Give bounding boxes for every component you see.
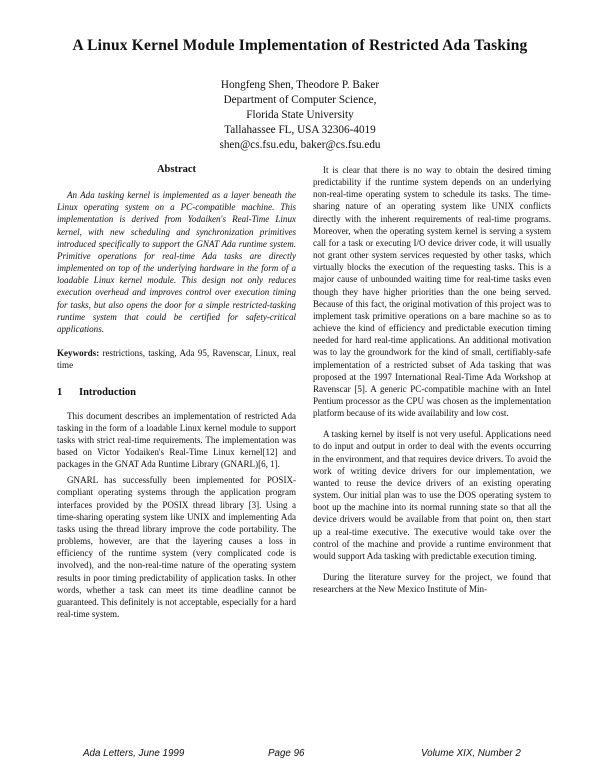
intro-paragraph: GNARL has successfully been implemented for POSIX-compliant operating systems through the application program interfaces provided by the POSIX thread library [3]. Using a time-sharing operating system like UNIX and implementing Ada tasks using the thread library improve the code portability. The problems, however, are that the layering causes a loss in efficiency of the runtime system (very complicated code is involved), and the non-real-time nature of the operating system results in poor timing predictability of application tasks. In other words, whether a task can meet its time deadline cannot be guaranteed. This definitely is not acceptable, especially for a hard real-time system. xyxy=(57,475,296,619)
author-emails: shen@cs.fsu.edu, baker@cs.fsu.edu xyxy=(219,139,381,151)
body-paragraph: A tasking kernel by itself is not very useful. Applications need to do input and output in order to deal with the events occurring in the environment, and that requires device drivers. To avoid the work of writing device drivers for our implementation, we wanted to reuse the device drivers of an existing operating system. Our initial plan was to use the DOS operating system to boot up the machine into its normal running state so that all the device drivers would be available from that point on, then start up a real-time executive. The executive would take over the control of the machine and provide a runtime environment that would support Ada tasking with predictable execution timing. xyxy=(313,429,551,561)
author-address: Tallahassee FL, USA 32306-4019 xyxy=(224,124,376,136)
footer-page-number: Page 96 xyxy=(268,748,305,759)
left-column xyxy=(57,164,296,624)
author-university: Florida State University xyxy=(246,109,354,121)
author-department: Department of Computer Science, xyxy=(223,94,377,106)
footer-journal: Ada Letters, June 1999 xyxy=(83,748,185,759)
abstract-heading: Abstract xyxy=(156,164,197,175)
keywords-text: restrictions, tasking, Ada 95, Ravenscar, Linux, real time xyxy=(57,348,297,371)
section-number: 1 xyxy=(57,387,63,399)
paper-title: A Linux Kernel Module Implementation of Restricted Ada Tasking xyxy=(72,37,528,54)
right-column xyxy=(313,164,551,604)
body-paragraph: It is clear that there is no way to obtain the desired timing predictability if the runtime system depends on an underlying non-real-time operating system to schedule its tasks. The time-sharing nature of an operating system like UNIX conflicts directly with the inherent requirements of real-time programs. Moreover, when the operating system kernel is serving a system call for a task or executing I/O device driver code, it will usually not grant other system services requested by other tasks, which virtually blocks the execution of the requesting tasks. This is a major cause of unbounded waiting time for real-time tasks even though they have higher priorities than the one being served. Because of this fact, the original motivation of this project was to implement task primitive operations on a bare machine so as to achieve the kind of efficiency and predictable execution timing needed for hard real-time applications. An additional motivation was to lay the groundwork for the kind of small, certifiably-safe implementation of a restricted subset of Ada tasking that was proposed at the 1997 International Real-Time Ada Workshop at Ravenscar [5]. A generic PC-compatible machine with an Intel Pentium processor as the CPU was chosen as the implementation platform because of its wide availability and low cost. xyxy=(313,165,551,419)
author-block xyxy=(0,78,600,153)
page-footer xyxy=(0,748,600,762)
section-title: Introduction xyxy=(79,387,136,399)
abstract-body: An Ada tasking kernel is implemented as a layer beneath the Linux operating system on a PC-compatible machine. This implementation is derived from Yodaiken's Real-Time Linux kernel, with new scheduling and synchronization primitives introduced specifically to support the GNAT Ada runtime system. Primitive operations for real-time Ada tasks are directly implemented on top of the underlying hardware in the form of a loadable Linux kernel module. This design not only reduces execution overhead and improves control over execution timing for tasks, but also opens the door for a simple restricted-tasking runtime system that could be certified for safety-critical applications. xyxy=(57,190,296,334)
intro-paragraph: This document describes an implementation of restricted Ada tasking in the form of a loadable Linux kernel module to support tasks with strict real-time requirements. The implementation was based on Victor Yodaiken's Real-Time Linux kernel[12] and packages in the GNAT Ada Runtime Library (GNARL)[6, 1]. xyxy=(57,410,296,470)
author-names: Hongfeng Shen, Theodore P. Baker xyxy=(220,79,380,91)
keywords xyxy=(57,347,296,371)
keywords-label: Keywords: xyxy=(57,348,100,359)
footer-volume: Volume XIX, Number 2 xyxy=(421,748,521,759)
body-paragraph: During the literature survey for the project, we found that researchers at the New Mexico Institute of Min- xyxy=(313,572,551,595)
section-heading xyxy=(57,387,296,399)
